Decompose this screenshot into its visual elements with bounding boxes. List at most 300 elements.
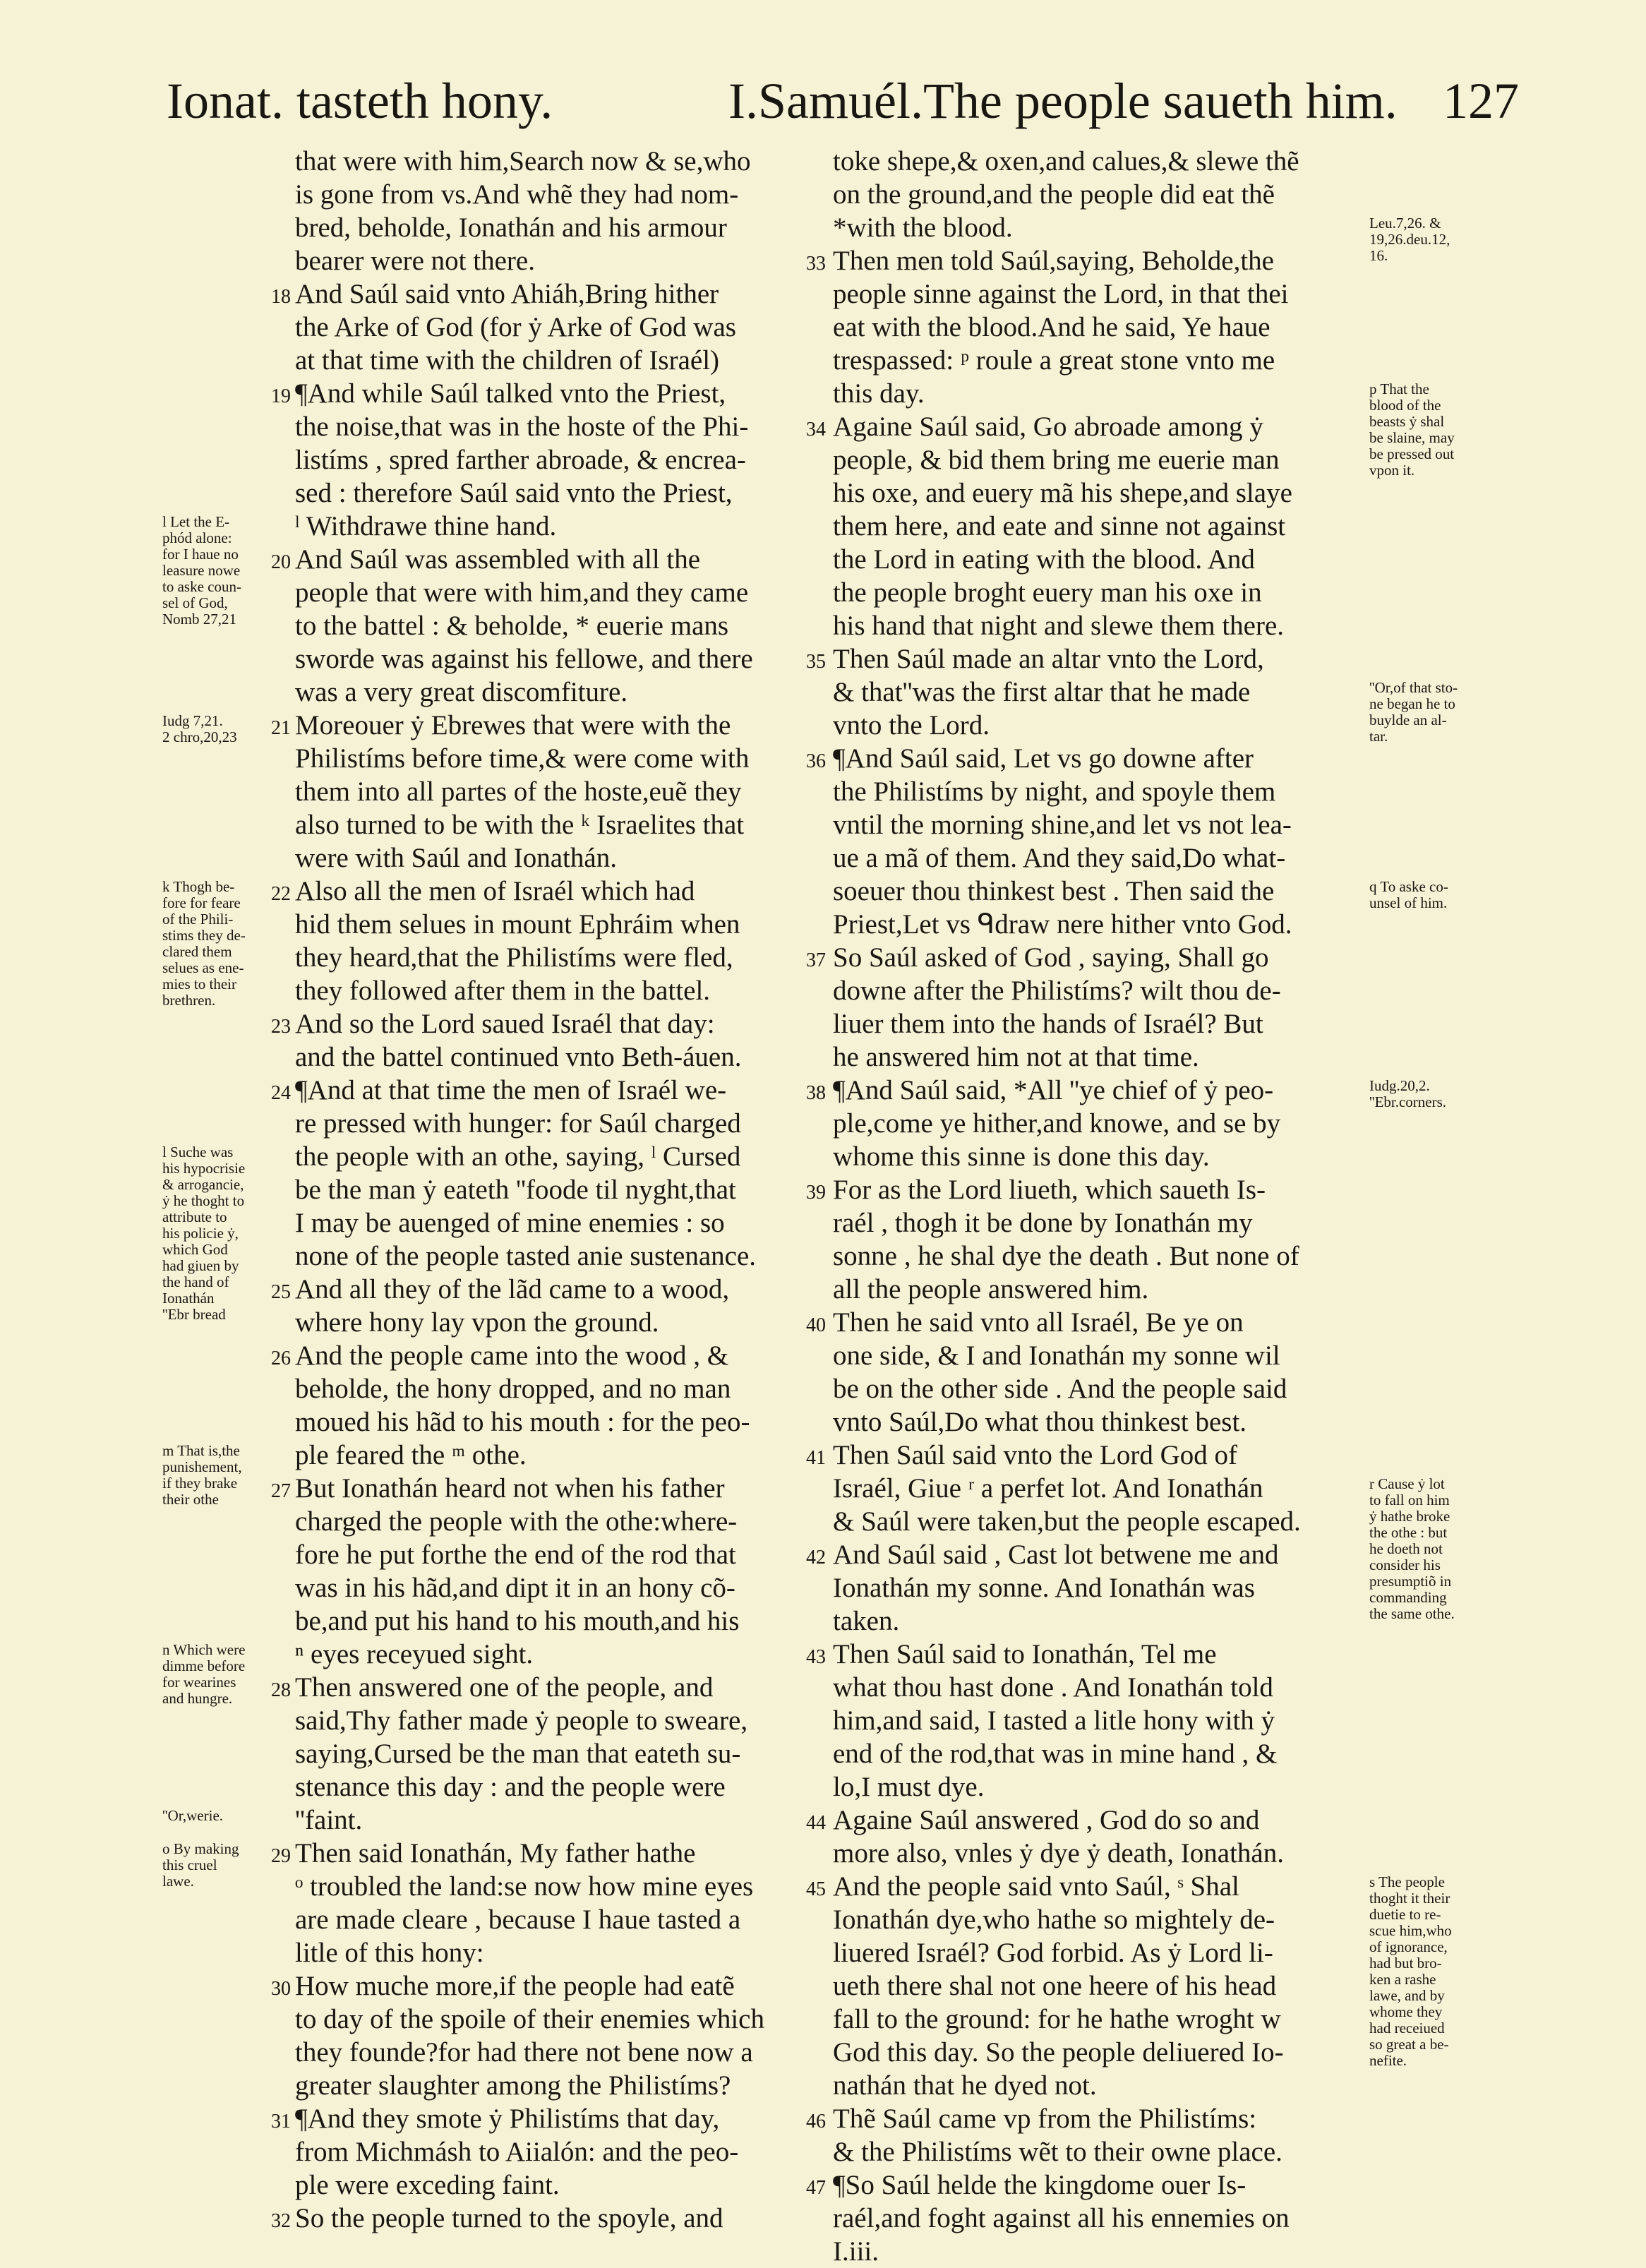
margin-note-line: nefite. — [1369, 2052, 1407, 2069]
margin-note-line: to aske coun- — [162, 578, 241, 595]
margin-note-line: stims they de- — [162, 927, 246, 944]
line-text: sonne , he shal dye the death . But none of — [833, 1241, 1299, 1271]
margin-note — [1369, 1874, 1452, 2069]
line-text: raél , thogh it be done by Ionathán my — [833, 1208, 1253, 1238]
text-line — [271, 277, 764, 311]
text-line — [295, 443, 764, 476]
verse-number: 36 — [806, 750, 826, 772]
text-line — [295, 2069, 764, 2102]
text-line — [271, 709, 764, 742]
text-line — [806, 410, 1301, 443]
text-line — [806, 2168, 1301, 2202]
text-line — [295, 1306, 764, 1339]
text-line — [833, 576, 1301, 609]
text-line — [833, 1107, 1301, 1140]
text-line — [295, 1405, 764, 1439]
verse-number: 34 — [806, 419, 826, 440]
text-line — [295, 145, 764, 178]
line-text: ¶And Saúl said, Let vs go downe after — [833, 743, 1254, 774]
line-text: are made cleare , because I haue tasted a — [295, 1904, 741, 1935]
line-text: ¶And at that time the men of Israél we- — [295, 1075, 727, 1105]
margin-note-line: Iudg.20,2. — [1369, 1077, 1430, 1094]
text-line — [833, 808, 1301, 841]
margin-note-line: Iudg 7,21. — [162, 712, 223, 729]
verse-number: 47 — [806, 2177, 826, 2199]
line-text: sed : therefore Saúl said vnto the Priest, — [295, 478, 733, 508]
margin-note-line: for I haue no — [162, 546, 239, 563]
line-text: moued his hãd to his mouth : for the peo- — [295, 1407, 750, 1437]
text-line — [833, 1770, 1301, 1804]
line-text: that were with him,Search now & se,who — [295, 146, 751, 176]
text-line — [295, 244, 764, 277]
verse-number: 29 — [271, 1845, 291, 1867]
text-line — [295, 1903, 764, 1936]
line-text: And the people said vnto Saúl, ˢ Shal — [833, 1871, 1239, 1902]
line-text: at that time with the children of Israél) — [295, 345, 720, 376]
margin-note-line: his hypocrisie — [162, 1160, 246, 1177]
line-text: was a very great discomfiture. — [295, 677, 628, 707]
text-line — [295, 1936, 764, 1969]
margin-note-line: be slaine, may — [1369, 429, 1455, 446]
text-line — [833, 277, 1301, 311]
text-line — [833, 1837, 1301, 1870]
margin-note-line: their othe — [162, 1491, 219, 1508]
line-text: them into all partes of the hoste,euẽ they — [295, 776, 742, 807]
text-line — [833, 1339, 1301, 1372]
margin-note-line: p That the — [1369, 380, 1429, 397]
margin-note-line: punishement, — [162, 1458, 242, 1475]
text-line — [833, 1737, 1301, 1770]
line-text: Then Saúl said to Ionathán, Tel me — [833, 1639, 1217, 1669]
text-line — [295, 211, 764, 244]
text-line — [833, 2135, 1301, 2168]
line-text: soeuer thou thinkest best . Then said the — [833, 876, 1275, 906]
margin-note-line: and hungre. — [162, 1690, 233, 1707]
text-line — [833, 1604, 1301, 1638]
text-line — [271, 875, 764, 908]
line-text: I may be auenged of mine enemies : so — [295, 1208, 725, 1238]
line-text: ¶And they smote ẏ Philistíms that day, — [295, 2104, 720, 2134]
text-line — [271, 1671, 764, 1704]
margin-note-line: ''Ebr bread — [162, 1306, 226, 1323]
margin-note-line: Nomb 27,21 — [162, 611, 236, 628]
margin-note-line: k Thogh be- — [162, 878, 235, 895]
line-text: Then Saúl made an altar vnto the Lord, — [833, 644, 1264, 674]
text-line — [295, 2168, 764, 2202]
margin-note-line: duetie to re- — [1369, 1906, 1441, 1923]
margin-note-line: if they brake — [162, 1475, 238, 1492]
margin-note-line: o By making — [162, 1840, 239, 1857]
margin-note-line: m That is,the — [162, 1442, 240, 1459]
line-text: downe after the Philistíms? wilt thou de- — [833, 976, 1281, 1006]
line-text: ple,come ye hither,and knowe, and se by — [833, 1108, 1281, 1139]
line-text: vnto the Lord. — [833, 710, 990, 740]
line-text: And the people came into the wood , & — [295, 1340, 729, 1371]
margin-note-line: Ionathán — [162, 1290, 215, 1307]
line-text: charged the people with the othe:where- — [295, 1506, 738, 1537]
margin-note-line: had receiued — [1369, 2020, 1445, 2036]
text-line — [806, 642, 1301, 676]
margin-note-line: commanding — [1369, 1589, 1447, 1606]
margin-note-line: the othe : but — [1369, 1524, 1448, 1541]
line-text: Ionathán my sonne. And Ionathán was — [833, 1573, 1255, 1603]
text-line — [833, 2003, 1301, 2036]
margin-note — [1369, 680, 1458, 745]
text-line — [833, 1704, 1301, 1737]
line-text: is gone from vs.And whẽ they had nom- — [295, 179, 739, 210]
margin-note-line: for wearines — [162, 1674, 236, 1691]
line-text: to day of the spoile of their enemies which — [295, 2004, 764, 2034]
text-line — [833, 974, 1301, 1007]
margin-note-line: ẏ he thoght to — [162, 1192, 245, 1209]
text-line — [295, 1638, 764, 1671]
line-text: Moreouer ẏ Ebrewes that were with the — [295, 710, 731, 740]
text-line — [295, 1439, 764, 1472]
text-line — [833, 443, 1301, 476]
running-head-left: Ionat. tasteth hony. — [167, 73, 553, 129]
line-text: Thẽ Saúl came vp from the Philistíms: — [833, 2104, 1257, 2134]
text-line — [295, 841, 764, 875]
margin-note-line: ẏ hathe broke — [1369, 1508, 1450, 1525]
margin-note-line: l Suche was — [162, 1144, 234, 1160]
line-text: people that were with him,and they came — [295, 577, 749, 608]
line-text: be the man ẏ eateth ''foode til nyght,that — [295, 1175, 736, 1205]
line-text: Ionathán dye,who hathe so mightely de- — [833, 1904, 1275, 1935]
line-text: ⁿ eyes receyued sight. — [295, 1639, 534, 1669]
margin-note — [162, 1808, 223, 1824]
text-line — [833, 1240, 1301, 1273]
verse-number: 45 — [806, 1878, 826, 1900]
line-text: whome this sinne is done this day. — [833, 1141, 1210, 1172]
line-text: bearer were not there. — [295, 246, 535, 276]
left-text-column — [271, 145, 764, 2235]
text-line — [295, 2003, 764, 2036]
text-line — [295, 1505, 764, 1538]
line-text: ueth there shal not one heere of his head — [833, 1971, 1277, 2001]
line-text: And so the Lord saued Israél that day: — [295, 1009, 715, 1039]
line-text: be on the other side . And the people said — [833, 1374, 1287, 1404]
margin-note-line: lawe. — [162, 1873, 194, 1890]
text-line — [295, 1604, 764, 1638]
line-text: all the people answered him. — [833, 1274, 1149, 1304]
text-line — [806, 742, 1301, 775]
margin-note-line: ''Or,of that sto- — [1369, 679, 1458, 696]
margin-note-line: leasure nowe — [162, 562, 241, 579]
line-text: greater slaughter among the Philistíms? — [295, 2070, 731, 2101]
text-line — [806, 1074, 1301, 1107]
line-text: sworde was against his fellowe, and there — [295, 644, 753, 674]
margin-note-line: blood of the — [1369, 397, 1441, 414]
margin-note — [162, 1642, 245, 1707]
margin-note-line: sel of God, — [162, 594, 228, 611]
verse-number: 26 — [271, 1348, 291, 1369]
margin-note — [162, 514, 241, 628]
text-line — [806, 941, 1301, 974]
line-text: litle of this hony: — [295, 1938, 484, 1968]
running-head-center: I.Samuél.The people saueth him. — [728, 73, 1398, 129]
line-text: ''faint. — [295, 1805, 363, 1835]
text-line — [295, 1107, 764, 1140]
line-text: Againe Saúl said, Go abroade among ẏ — [833, 412, 1263, 442]
text-line — [295, 178, 764, 211]
text-line — [833, 875, 1301, 908]
line-text: where hony lay vpon the ground. — [295, 1307, 659, 1338]
text-line — [295, 576, 764, 609]
margin-note-line: r Cause ẏ lot — [1369, 1475, 1445, 1492]
text-line — [833, 908, 1301, 941]
line-text: listíms , spred farther abroade, & encrea- — [295, 445, 746, 475]
margin-note-line: Leu.7,26. & — [1369, 215, 1441, 232]
text-line — [295, 476, 764, 510]
line-text: the Arke of God (for ẏ Arke of God was — [295, 312, 736, 342]
line-text: one side, & I and Ionathán my sonne wil — [833, 1340, 1280, 1371]
text-line — [295, 344, 764, 377]
text-line — [295, 1770, 764, 1804]
line-text: the people with an othe, saying, ˡ Cursed — [295, 1141, 741, 1172]
text-line — [295, 908, 764, 941]
text-line — [833, 2202, 1301, 2235]
text-line — [271, 1007, 764, 1040]
margin-note-line: q To aske co- — [1369, 878, 1448, 895]
margin-note-line: s The people — [1369, 1873, 1445, 1890]
margin-note-line: whome they — [1369, 2003, 1443, 2020]
margin-note-line: which God — [162, 1241, 228, 1258]
line-text: on the ground,and the people did eat thẽ — [833, 179, 1275, 210]
text-line — [271, 1837, 764, 1870]
text-line — [806, 1306, 1301, 1339]
line-text: Then answered one of the people, and — [295, 1672, 714, 1703]
margin-note-line: l Let the E- — [162, 513, 230, 530]
text-line — [806, 1804, 1301, 1837]
margin-note-line: mies to their — [162, 976, 236, 992]
text-line — [271, 2102, 764, 2135]
margin-note-line: the hand of — [162, 1273, 229, 1290]
line-text: ple were exceding faint. — [295, 2170, 560, 2200]
text-line — [295, 1372, 764, 1405]
text-line — [833, 178, 1301, 211]
text-line — [295, 2135, 764, 2168]
text-line — [806, 1870, 1301, 1903]
text-line — [833, 476, 1301, 510]
running-head — [164, 69, 1519, 133]
line-text: his oxe, and euery mã his shepe,and slaye — [833, 478, 1292, 508]
line-text: people sinne against the Lord, in that thei — [833, 279, 1289, 309]
margin-note-line: 2 chro,20,23 — [162, 728, 237, 745]
margin-note-line: buylde an al- — [1369, 712, 1447, 728]
margin-note-line: presumptiõ in — [1369, 1573, 1452, 1590]
verse-number: 23 — [271, 1016, 291, 1038]
line-text: nathán that he dyed not. — [833, 2070, 1097, 2101]
line-text: to the battel : & beholde, * euerie mans — [295, 611, 729, 641]
line-text: So the people turned to the spoyle, and — [295, 2203, 723, 2233]
text-line — [833, 145, 1301, 178]
line-text: stenance this day : and the people were — [295, 1772, 726, 1802]
verse-number: 46 — [806, 2111, 826, 2132]
line-text: be,and put his hand to his mouth,and his — [295, 1606, 740, 1636]
margin-note — [1369, 1078, 1446, 1110]
text-line — [833, 1505, 1301, 1538]
line-text: & the Philistíms wẽt to their owne place. — [833, 2137, 1282, 2167]
verse-number: 33 — [806, 253, 826, 275]
margin-note-line: lawe, and by — [1369, 1987, 1445, 2004]
line-text: vntil the morning shine,and let vs not lea- — [833, 810, 1292, 840]
margin-note-line: n Which were — [162, 1641, 246, 1658]
margin-note-line: had but bro- — [1369, 1955, 1442, 1972]
line-text: he answered him not at that time. — [833, 1042, 1199, 1072]
text-line — [295, 742, 764, 775]
text-line — [833, 1671, 1301, 1704]
margin-note-line: attribute to — [162, 1208, 227, 1225]
text-line — [833, 709, 1301, 742]
margin-note — [1369, 879, 1448, 911]
line-text: people, & bid them bring me euerie man — [833, 445, 1280, 475]
text-line — [295, 941, 764, 974]
text-line — [833, 1206, 1301, 1240]
verse-number: 41 — [806, 1447, 826, 1469]
margin-note-line: ne began he to — [1369, 695, 1455, 712]
line-text: But Ionathán heard not when his father — [295, 1473, 725, 1504]
line-text: they followed after them in the battel. — [295, 976, 711, 1006]
text-line — [833, 377, 1301, 410]
text-line — [295, 1571, 764, 1604]
line-text: How muche more,if the people had eatẽ — [295, 1971, 735, 2001]
text-line — [806, 2102, 1301, 2135]
text-line — [295, 609, 764, 642]
line-text: hid them selues in mount Ephráim when — [295, 909, 740, 940]
line-text: toke shepe,& oxen,and calues,& slewe thẽ — [833, 146, 1299, 176]
line-text: ¶And while Saúl talked vnto the Priest, — [295, 378, 726, 409]
text-line — [833, 2069, 1301, 2102]
text-line — [295, 974, 764, 1007]
margin-note-line: ''Ebr.corners. — [1369, 1093, 1447, 1110]
text-line — [833, 1969, 1301, 2003]
margin-note-line: so great a be- — [1369, 2036, 1449, 2053]
verse-number: 32 — [271, 2210, 291, 2232]
line-text: beholde, the hony dropped, and no man — [295, 1374, 731, 1404]
verse-number: 38 — [806, 1082, 826, 1104]
verse-number: 28 — [271, 1679, 291, 1701]
text-line — [295, 1140, 764, 1173]
margin-note — [162, 879, 246, 1009]
margin-note-line: selues as ene- — [162, 959, 244, 976]
text-line — [833, 1571, 1301, 1604]
text-line — [833, 2036, 1301, 2069]
line-text: trespassed: ᵖ roule a great stone vnto me — [833, 345, 1275, 376]
line-text: Philistíms before time,& were come with — [295, 743, 750, 774]
text-line — [833, 311, 1301, 344]
line-text: fall to the ground: for he hathe wroght w — [833, 2004, 1281, 2034]
text-line — [271, 1339, 764, 1372]
text-line — [295, 1704, 764, 1737]
line-text: And Saúl was assembled with all the — [295, 544, 701, 575]
margin-note-line: & arrogancie, — [162, 1176, 244, 1193]
text-line — [295, 311, 764, 344]
line-text: liuer them into the hands of Israél? But — [833, 1009, 1263, 1039]
line-text: ¶And Saúl said, *All ''ye chief of ẏ peo- — [833, 1075, 1274, 1105]
text-line — [833, 1936, 1301, 1969]
margin-note-line: tar. — [1369, 728, 1388, 745]
margin-note — [1369, 381, 1455, 479]
margin-note-line: to fall on him — [1369, 1492, 1450, 1508]
margin-note-line: 19,26.deu.12, — [1369, 231, 1450, 248]
line-text: Priest,Let vs ᑫdraw nere hither vnto God. — [833, 909, 1292, 940]
text-line — [271, 2202, 764, 2235]
verse-number: 19 — [271, 385, 291, 407]
verse-number: 20 — [271, 551, 291, 573]
margin-note-line: vpon it. — [1369, 462, 1415, 479]
line-text: & Saúl were taken,but the people escaped. — [833, 1506, 1301, 1537]
margin-note — [162, 713, 237, 745]
verse-number: 42 — [806, 1547, 826, 1568]
margin-note-line: of the Phili- — [162, 911, 234, 928]
verse-number: 37 — [806, 949, 826, 971]
text-line — [271, 543, 764, 576]
line-text: none of the people tasted anie sustenance. — [295, 1241, 757, 1271]
margin-note-line: beasts ẏ shal — [1369, 413, 1445, 430]
line-text: ˡ Withdrawe thine hand. — [295, 511, 557, 541]
margin-note-line: clared them — [162, 943, 232, 960]
text-line — [833, 1903, 1301, 1936]
line-text: I.iii. — [833, 2236, 879, 2267]
verse-number: 35 — [806, 651, 826, 673]
line-text: the Lord in eating with the blood. And — [833, 544, 1255, 575]
margin-note — [162, 1443, 242, 1508]
margin-note-line: he doeth not — [1369, 1540, 1443, 1557]
text-line — [806, 244, 1301, 277]
line-text: lo,I must dye. — [833, 1772, 985, 1802]
margin-note — [1369, 215, 1450, 264]
text-line — [806, 1173, 1301, 1206]
text-line — [295, 1240, 764, 1273]
verse-number: 31 — [271, 2111, 291, 2132]
text-line — [833, 609, 1301, 642]
text-line — [295, 2036, 764, 2069]
verse-number: 30 — [271, 1978, 291, 2000]
text-line — [295, 1737, 764, 1770]
margin-note-line: be pressed out — [1369, 445, 1455, 462]
line-text: liuered Israél? God forbid. As ẏ Lord li- — [833, 1938, 1273, 1968]
line-text: Then Saúl said vnto the Lord God of — [833, 1440, 1237, 1470]
verse-number: 21 — [271, 717, 291, 739]
margin-note-line: his policie ẏ, — [162, 1225, 239, 1242]
text-line — [833, 841, 1301, 875]
text-line — [295, 775, 764, 808]
line-text: said,Thy father made ẏ people to sweare, — [295, 1705, 748, 1736]
text-line — [806, 1638, 1301, 1671]
margin-note-line: consider his — [1369, 1556, 1441, 1573]
margin-note-line: dimme before — [162, 1657, 246, 1674]
line-text: ¶So Saúl helde the kingdome ouer Is- — [833, 2170, 1246, 2200]
text-line — [295, 808, 764, 841]
verse-number: 39 — [806, 1182, 826, 1204]
verse-number: 18 — [271, 286, 291, 308]
margin-note — [1369, 1476, 1455, 1622]
text-line — [833, 1405, 1301, 1439]
line-text: from Michmásh to Aiialón: and the peo- — [295, 2137, 739, 2167]
text-line — [833, 1372, 1301, 1405]
line-text: God this day. So the people deliuered Io- — [833, 2037, 1284, 2068]
verse-number: 25 — [271, 1281, 291, 1303]
line-text: Then he said vnto all Israél, Be ye on — [833, 1307, 1244, 1338]
line-text: saying,Cursed be the man that eateth su- — [295, 1739, 741, 1769]
line-text: more also, vnles ẏ dye ẏ death, Ionathán. — [833, 1838, 1284, 1868]
margin-note-line: phód alone: — [162, 529, 232, 546]
line-text: vnto Saúl,Do what thou thinkest best. — [833, 1407, 1247, 1437]
line-text: this day. — [833, 378, 925, 409]
text-line — [806, 1538, 1301, 1571]
text-line — [833, 1140, 1301, 1173]
line-text: *with the blood. — [833, 212, 1013, 243]
